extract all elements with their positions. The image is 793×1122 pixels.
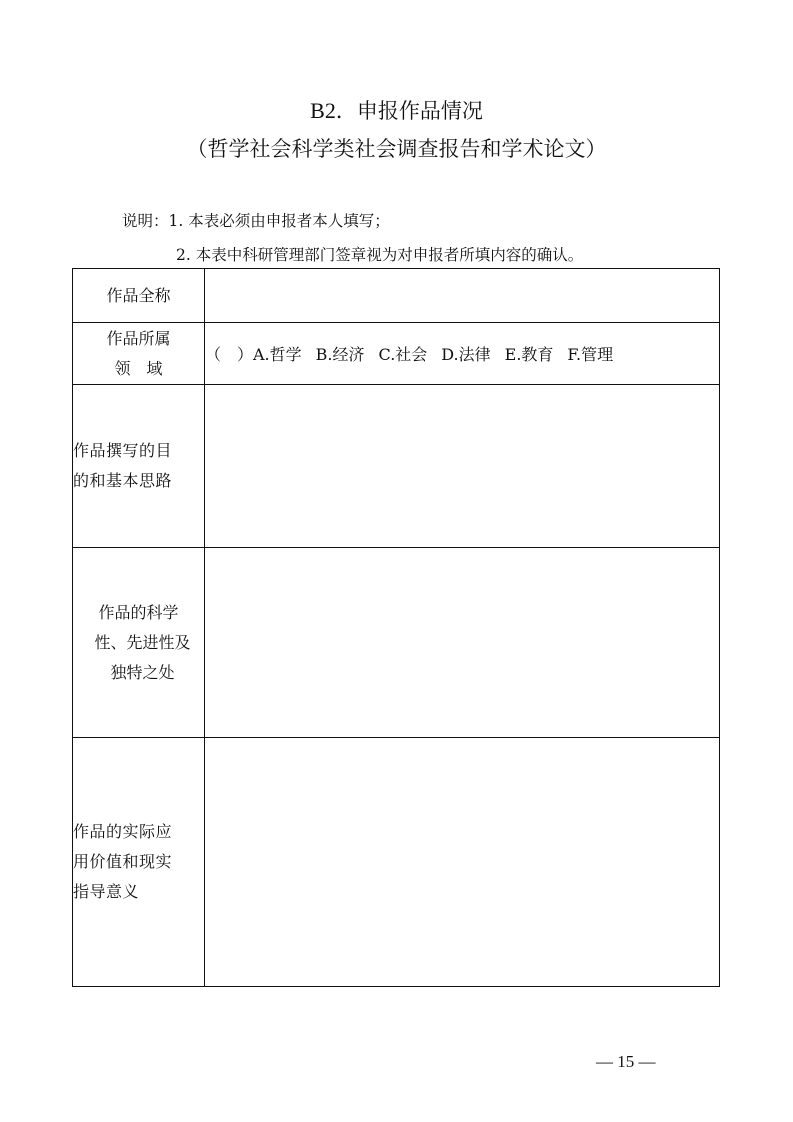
work-title-field[interactable] bbox=[205, 269, 720, 323]
page-title bbox=[0, 96, 793, 126]
application-form-table bbox=[72, 268, 720, 987]
title-text: ．申报作品情况 bbox=[335, 99, 483, 123]
instruction-note-1: 说明：1. 本表必须由申报者本人填写； bbox=[122, 212, 390, 230]
instruction-note-2: 2. 本表中科研管理部门签章视为对申报者所填内容的确认。 bbox=[176, 246, 584, 264]
science-label bbox=[73, 548, 205, 738]
field-option-law[interactable]: D.法律 bbox=[441, 345, 491, 364]
science-label-line1: 作品的科学 bbox=[98, 602, 179, 622]
table-row-science bbox=[73, 548, 720, 738]
work-field-label bbox=[73, 323, 205, 385]
work-title-label: 作品全称 bbox=[73, 269, 205, 323]
value-field[interactable] bbox=[205, 738, 720, 987]
field-option-economics[interactable]: B.经济 bbox=[315, 345, 365, 364]
science-field[interactable] bbox=[205, 548, 720, 738]
work-field-label-line2: 领 域 bbox=[114, 358, 163, 378]
value-label-line3: 指导意义 bbox=[73, 882, 140, 901]
table-row-purpose bbox=[73, 385, 720, 548]
title-prefix: B2 bbox=[310, 98, 336, 123]
value-label-line2: 用价值和现实 bbox=[73, 852, 173, 871]
work-field-options[interactable] bbox=[205, 323, 720, 385]
purpose-field[interactable] bbox=[205, 385, 720, 548]
page-subtitle: （哲学社会科学类社会调查报告和学术论文） bbox=[186, 137, 607, 161]
field-option-society[interactable]: C.社会 bbox=[378, 345, 428, 364]
purpose-label bbox=[73, 385, 205, 548]
work-field-label-line1: 作品所属 bbox=[106, 328, 171, 348]
value-label-line1: 作品的实际应 bbox=[73, 822, 173, 841]
value-label bbox=[73, 738, 205, 987]
field-option-management[interactable]: F.管理 bbox=[567, 345, 614, 364]
table-row-title bbox=[73, 269, 720, 323]
purpose-label-line2: 的和基本思路 bbox=[73, 471, 173, 490]
science-label-line3: 独特之处 bbox=[110, 662, 175, 682]
table-row-field bbox=[73, 323, 720, 385]
field-option-education[interactable]: E.教育 bbox=[504, 345, 554, 364]
table-row-value bbox=[73, 738, 720, 987]
purpose-label-line1: 作品撰写的目 bbox=[73, 441, 173, 460]
science-label-line2: 性、先进性及 bbox=[94, 632, 191, 652]
field-option-philosophy[interactable]: （ ）A.哲学 bbox=[205, 345, 302, 364]
page-number: — 15 — bbox=[596, 1052, 656, 1071]
